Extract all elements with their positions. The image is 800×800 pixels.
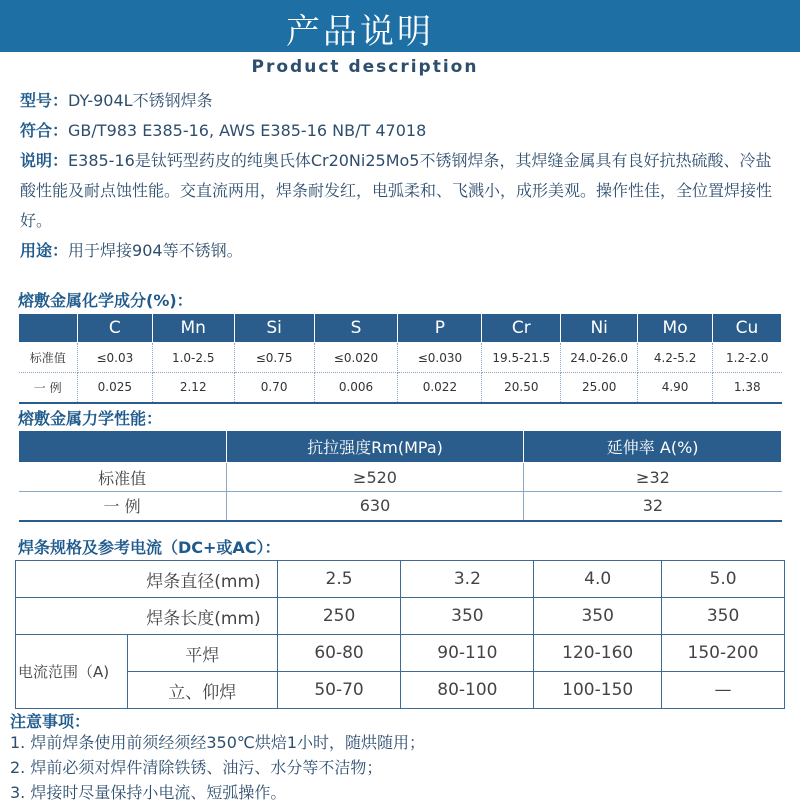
table-cell: 1.0-2.5 (152, 343, 234, 373)
table-cell: 4.0 (534, 561, 662, 598)
info-description (20, 146, 785, 236)
header-cell: P (398, 314, 482, 343)
info-usage (20, 236, 785, 266)
table-cell: 25.00 (561, 373, 638, 403)
header-cell: 延伸率 A(%) (524, 431, 782, 463)
table-cell: 20.50 (482, 373, 561, 403)
table-cell: 32 (524, 492, 782, 521)
header-cell: Mo (638, 314, 713, 343)
chemical-section-title: 熔敷金属化学成分(%)： (18, 291, 193, 310)
header-cell: Ni (561, 314, 638, 343)
list-item: 3. 焊接时尽量保持小电流、短弧操作。 (10, 783, 287, 800)
info-model-text: DY-904L不锈钢焊条 (68, 91, 213, 110)
table-cell: 630 (226, 492, 524, 521)
notes-title: 注意事项： (10, 712, 91, 731)
table-cell: 3.2 (401, 561, 534, 598)
info-model (20, 86, 785, 116)
table-cell: 4.90 (638, 373, 713, 403)
table-cell: ≥520 (226, 463, 524, 492)
current-range-label: 电流范围（A) (16, 635, 128, 709)
table-cell: 一 例 (19, 373, 78, 403)
table-cell: 19.5-21.5 (482, 343, 561, 373)
table-row (16, 672, 785, 709)
table-cell: 4.2-5.2 (638, 343, 713, 373)
mechanical-section-title: 熔敷金属力学性能： (18, 409, 163, 428)
header-cell: C (77, 314, 152, 343)
mechanical-properties-table (18, 430, 782, 522)
table-cell: 50-70 (277, 672, 401, 709)
table-cell: 1.2-2.0 (713, 343, 782, 373)
length-label: 焊条长度(mm) (16, 598, 278, 635)
table-row (16, 598, 785, 635)
table-cell: 350 (662, 598, 785, 635)
flat-position-label: 平焊 (127, 635, 277, 672)
info-usage-text: 用于焊接904等不锈钢。 (68, 241, 243, 260)
table-cell: — (662, 672, 785, 709)
table-cell: 150-200 (662, 635, 785, 672)
table-cell: 90-110 (401, 635, 534, 672)
table-cell: 350 (401, 598, 534, 635)
page-subtitle: Product description (251, 57, 479, 77)
header-cell: 抗拉强度Rm(MPa) (226, 431, 524, 463)
spec-section-title: 焊条规格及参考电流（DC+或AC）： (18, 538, 281, 557)
header-cell: Si (234, 314, 314, 343)
table-cell: ≤0.75 (234, 343, 314, 373)
table-cell: 一 例 (19, 492, 227, 521)
table-row (19, 343, 782, 373)
table-cell: 24.0-26.0 (561, 343, 638, 373)
table-header-row (19, 431, 782, 463)
table-row (16, 635, 785, 672)
info-description-text: E385-16是钛钙型药皮的纯奥氏体Cr20Ni25Mo5不锈钢焊条，其焊缝金属具有良好抗热硫酸、冷盐酸性能及耐点蚀性能。交直流两用，焊条耐发红，电弧柔和、飞溅小，成形美观。操作性佳，全位置焊接性好。 (20, 151, 773, 230)
header-cell (19, 314, 78, 343)
diameter-label: 焊条直径(mm) (16, 561, 278, 598)
table-row (19, 373, 782, 403)
vertical-position-label: 立、仰焊 (127, 672, 277, 709)
table-cell: 标准值 (19, 463, 227, 492)
table-row (16, 561, 785, 598)
table-cell: 2.5 (277, 561, 401, 598)
table-cell: 350 (534, 598, 662, 635)
header-cell: Mn (152, 314, 234, 343)
title-banner (0, 0, 800, 52)
page-title: 产品说明 (286, 12, 434, 52)
table-cell: 1.38 (713, 373, 782, 403)
info-standard-label: 符合 ： (20, 121, 68, 140)
header-cell: S (314, 314, 398, 343)
table-cell: 60-80 (277, 635, 401, 672)
table-cell: 80-100 (401, 672, 534, 709)
table-row (19, 492, 782, 521)
table-cell: ≤0.03 (77, 343, 152, 373)
table-cell: 0.006 (314, 373, 398, 403)
list-item: 2. 焊前必须对焊件清除铁锈、油污、水分等不洁物； (10, 758, 383, 777)
electrode-spec-table (15, 560, 785, 709)
table-header-row (19, 314, 782, 343)
table-row (19, 463, 782, 492)
info-description-label: 说明 ： (20, 151, 68, 170)
table-cell: 0.70 (234, 373, 314, 403)
header-cell: Cr (482, 314, 561, 343)
table-cell: 120-160 (534, 635, 662, 672)
table-cell: 100-150 (534, 672, 662, 709)
info-usage-label: 用途 ： (20, 241, 68, 260)
table-cell: ≥32 (524, 463, 782, 492)
header-cell (19, 431, 227, 463)
info-standard (20, 116, 785, 146)
table-cell: 0.022 (398, 373, 482, 403)
chemical-composition-table (18, 313, 782, 404)
notes-list (10, 730, 425, 800)
table-cell: 2.12 (152, 373, 234, 403)
header-cell: Cu (713, 314, 782, 343)
table-cell: 0.025 (77, 373, 152, 403)
info-model-label: 型号 ： (20, 91, 68, 110)
list-item: 1. 焊前焊条使用前须经须经350℃烘焙1小时，随烘随用； (10, 733, 426, 752)
table-cell: ≤0.020 (314, 343, 398, 373)
table-cell: 250 (277, 598, 401, 635)
info-standard-text: GB/T983 E385-16, AWS E385-16 NB/T 47018 (68, 121, 427, 140)
table-cell: 5.0 (662, 561, 785, 598)
table-cell: ≤0.030 (398, 343, 482, 373)
table-cell: 标准值 (19, 343, 78, 373)
